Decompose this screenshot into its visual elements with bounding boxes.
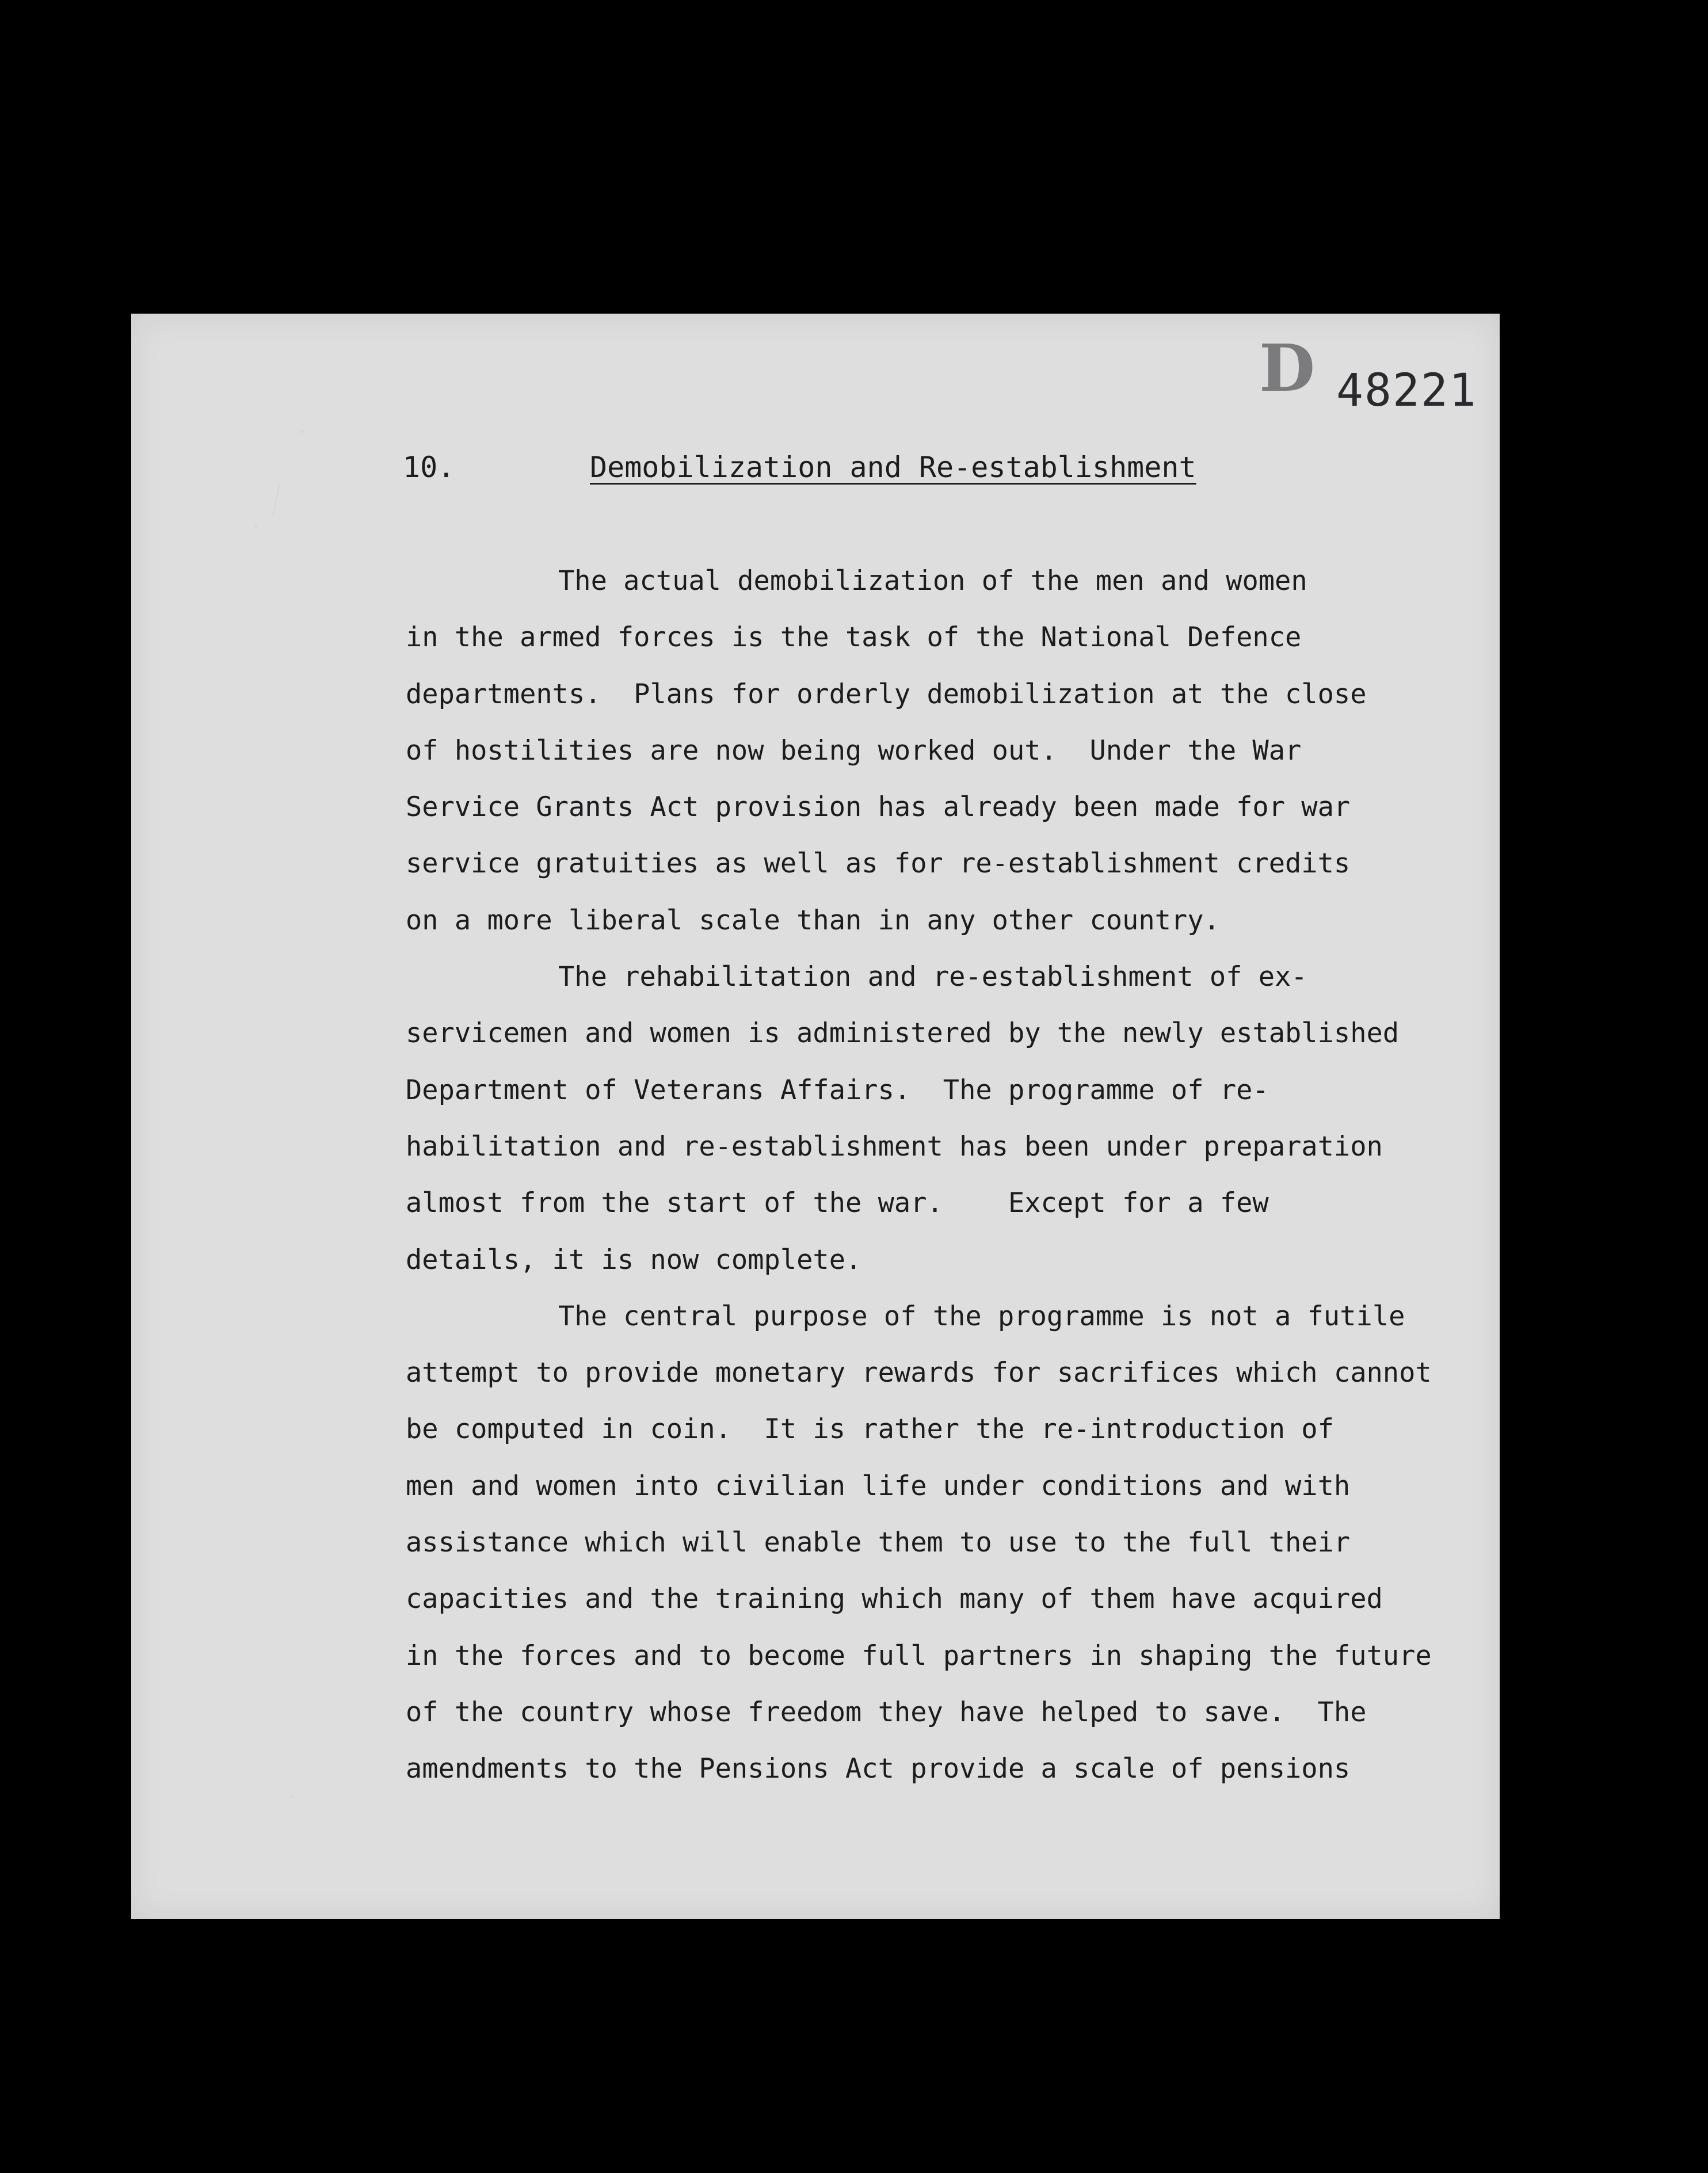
text-line: servicemen and women is administered by the newly established (406, 1017, 1400, 1050)
stamp-letter: D (1259, 331, 1316, 406)
text-line: of the country whose freedom they have helped to save. The (406, 1696, 1367, 1728)
text-line: almost from the start of the war. Except for a few (406, 1187, 1269, 1219)
text-line: of hostilities are now being worked out. Under the War (406, 734, 1302, 767)
page-number: 10. (403, 451, 455, 484)
text-line: departments. Plans for orderly demobilization at the close (406, 678, 1367, 710)
page-title: Demobilization and Re-establishment (590, 451, 1196, 484)
text-line: on a more liberal scale than in any other country. (406, 904, 1220, 936)
text-line: in the forces and to become full partners in shaping the future (406, 1640, 1432, 1672)
text-line: in the armed forces is the task of the National Defence (406, 622, 1302, 654)
text-line: Department of Veterans Affairs. The programme of re- (406, 1074, 1269, 1106)
text-line: attempt to provide monetary rewards for sacrifices which cannot (406, 1357, 1432, 1389)
text-line: capacities and the training which many of them have acquired (406, 1583, 1383, 1615)
text-line: Service Grants Act provision has already been made for war (406, 791, 1351, 824)
text-line: men and women into civilian life under conditions and with (406, 1470, 1351, 1502)
text-line: assistance which will enable them to use to the full their (406, 1527, 1351, 1559)
body-text (406, 561, 1499, 1806)
scan-speck (291, 1795, 293, 1798)
text-line: habilitation and re-establishment has been under preparation (406, 1130, 1383, 1162)
text-line: The central purpose of the programme is not a futile (558, 1300, 1405, 1332)
stamp-number: 48221 (1336, 365, 1477, 417)
text-line: The actual demobilization of the men and women (558, 565, 1307, 597)
scan-speck (254, 525, 258, 529)
scan-speck (300, 430, 304, 433)
text-line: service gratuities as well as for re-establishment credits (406, 848, 1351, 880)
text-line: The rehabilitation and re-establishment of ex- (558, 961, 1307, 993)
text-line: be computed in coin. It is rather the re-introduction of (406, 1413, 1334, 1446)
text-line: amendments to the Pensions Act provide a scale of pensions (406, 1753, 1351, 1785)
text-line: details, it is now complete. (406, 1244, 862, 1276)
